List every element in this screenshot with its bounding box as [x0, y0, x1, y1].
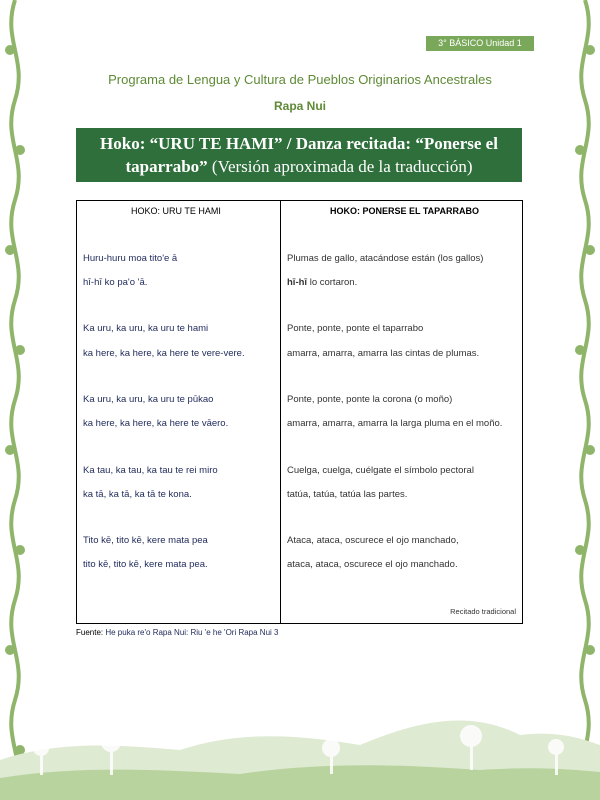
source-label: Fuente:	[76, 628, 106, 637]
table-row-left: ka here, ka here, ka here te vāero.	[83, 418, 229, 429]
table-row-left: hī-hī ko pa'o 'ā.	[83, 277, 148, 288]
poem-table	[76, 200, 523, 624]
table-row-left: ka here, ka here, ka here te vere-vere.	[83, 348, 245, 359]
table-row-left: Ka uru, ka uru, ka uru te hami	[83, 323, 209, 334]
left-column-header: HOKO: URU TE HAMI	[131, 206, 221, 216]
row-text: lo cortaron.	[307, 277, 358, 288]
table-row-right: Ataca, ataca, oscurece el ojo manchado,	[287, 535, 459, 546]
bold-term: hī-hī	[287, 277, 308, 288]
table-row-right	[287, 277, 357, 288]
right-column-header: HOKO: PONERSE EL TAPARRABO	[330, 206, 480, 216]
source-title: He puka re'o Rapa Nui: Riu 'e he 'Ori Rapa Nui 3	[105, 628, 279, 637]
banner-translation-note: (Versión aproximada de la traducción)	[211, 157, 473, 176]
unit-badge: 3° BÁSICO Unidad 1	[426, 36, 534, 51]
page-subtitle: Rapa Nui	[273, 99, 326, 113]
table-row-right: ataca, ataca, oscurece el ojo manchado.	[287, 559, 458, 570]
table-row-right: amarra, amarra, amarra las cintas de plumas.	[287, 348, 480, 359]
right-decorative-border	[570, 0, 600, 800]
table-row-right: tatúa, tatúa, tatúa las partes.	[287, 489, 408, 500]
table-row-left: Ka tau, ka tau, ka tau te rei miro	[83, 465, 218, 476]
table-row-right: Cuelga, cuelga, cuélgate el símbolo pectoral	[287, 465, 474, 476]
banner-title: Hoko: “URU TE HAMI” / Danza recitada: “Ponerse el taparrabo”	[100, 134, 498, 176]
table-row-left: Huru-huru moa tito'e ā	[83, 253, 178, 264]
table-row-left: ka tā, ka tā, ka tā te kona.	[83, 489, 192, 500]
table-row-right: Ponte, ponte, ponte la corona (o moño)	[287, 394, 453, 405]
title-banner	[76, 128, 522, 182]
table-row-right: Ponte, ponte, ponte el taparrabo	[287, 323, 424, 334]
column-divider	[280, 201, 281, 623]
table-row-left: Ka uru, ka uru, ka uru te pūkao	[83, 394, 214, 405]
attribution: Recitado tradicional	[450, 607, 516, 616]
landscape-illustration	[0, 690, 600, 800]
left-decorative-border	[0, 0, 30, 800]
table-row-left: tito kē, tito kē, kere mata pea.	[83, 559, 208, 570]
table-row-right: Plumas de gallo, atacándose están (los gallos)	[287, 253, 484, 264]
table-row-right: amarra, amarra, amarra la larga pluma en el moño.	[287, 418, 503, 429]
table-row-left: Tito kē, tito kē, kere mata pea	[83, 535, 208, 546]
source-note	[76, 628, 278, 637]
program-title: Programa de Lengua y Cultura de Pueblos Originarios Ancestrales	[108, 72, 492, 87]
